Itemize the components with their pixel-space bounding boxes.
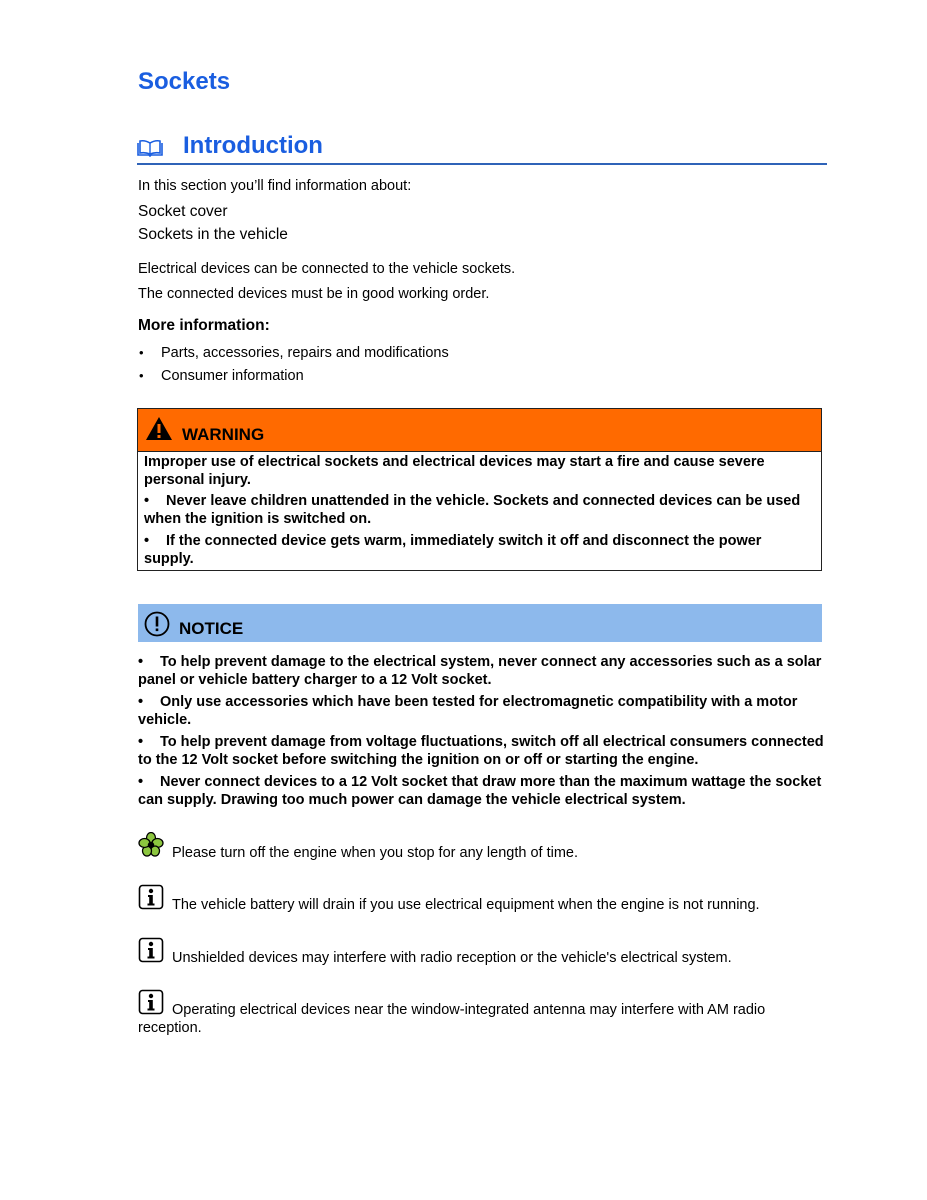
warning-label: WARNING [182, 425, 265, 444]
paragraph: The connected devices must be in good working order. [138, 286, 490, 302]
notice-item-text: Never connect devices to a 12 Volt socket that draw more than the maximum wattage the socket can supply. Drawing too much power can damage the vehicle electrical system. [138, 774, 822, 808]
notice-item [138, 734, 828, 769]
notice-header [138, 604, 822, 642]
info-icon [138, 989, 164, 1015]
notice-item-text: Only use accessories which have been tested for electromagnetic compatibility with a motor vehicle. [138, 694, 798, 728]
bullet: • [138, 654, 144, 670]
section-title: Introduction [183, 132, 323, 159]
bullet: • [138, 694, 144, 710]
notice-item-text: To help prevent damage to the electrical system, never connect any accessories such as a solar panel or vehicle battery charger to a 12 Volt socket. [138, 654, 822, 688]
note-text: The vehicle battery will drain if you use electrical equipment when the engine is not running. [172, 897, 760, 913]
warning-triangle-icon [144, 415, 174, 443]
bullet: • [138, 734, 144, 750]
info-icon [138, 937, 164, 963]
info-icon [138, 884, 164, 910]
notice-item [138, 774, 828, 809]
notice-item [138, 654, 828, 689]
note-text: Please turn off the engine when you stop for any length of time. [172, 845, 578, 861]
exclamation-circle-icon [144, 611, 170, 637]
section-header [137, 131, 827, 165]
more-info-heading: More information: [138, 317, 270, 334]
info-note [138, 989, 828, 1037]
warning-intro: Improper use of electrical sockets and electrical devices may start a fire and cause severe personal injury. [144, 454, 765, 488]
warning-item-text: If the connected device gets warm, immediately switch it off and disconnect the power supply. [144, 533, 762, 567]
more-info-link[interactable]: • Parts, accessories, repairs and modifications [138, 344, 449, 367]
warning-item-text: Never leave children unattended in the vehicle. Sockets and connected devices can be used when the ignition is switched on. [144, 493, 801, 527]
notice-label: NOTICE [179, 619, 244, 638]
notice-item-text: To help prevent damage from voltage fluctuations, switch off all electrical consumers connected to the 12 Volt socket before switching the ignition on or off or starting the engine. [138, 734, 824, 768]
warning-header [138, 409, 821, 452]
paragraph: Electrical devices can be connected to the vehicle sockets. [138, 261, 516, 277]
notice-item [138, 694, 828, 729]
info-note [138, 884, 828, 914]
topic-link[interactable]: Socket cover [138, 203, 228, 220]
warning-item [144, 533, 813, 568]
page-title: Sockets [138, 68, 231, 95]
environment-note [138, 832, 828, 862]
info-note [138, 937, 828, 967]
warning-item [144, 493, 813, 528]
book-icon [137, 139, 163, 157]
bullet: • [144, 493, 150, 509]
warning-box [137, 408, 822, 571]
intro-text: In this section you’ll find information about: [138, 178, 412, 194]
bullet: • [138, 774, 144, 790]
topic-link[interactable]: Sockets in the vehicle [138, 226, 288, 243]
note-text: Operating electrical devices near the window-integrated antenna may interfere with AM radio reception. [138, 1002, 766, 1036]
bullet: • [144, 533, 150, 549]
more-info-link[interactable]: • Consumer information [138, 367, 449, 390]
more-info-list [138, 344, 449, 390]
note-text: Unshielded devices may interfere with radio reception or the vehicle's electrical system. [172, 950, 732, 966]
environment-flower-icon [138, 832, 164, 858]
